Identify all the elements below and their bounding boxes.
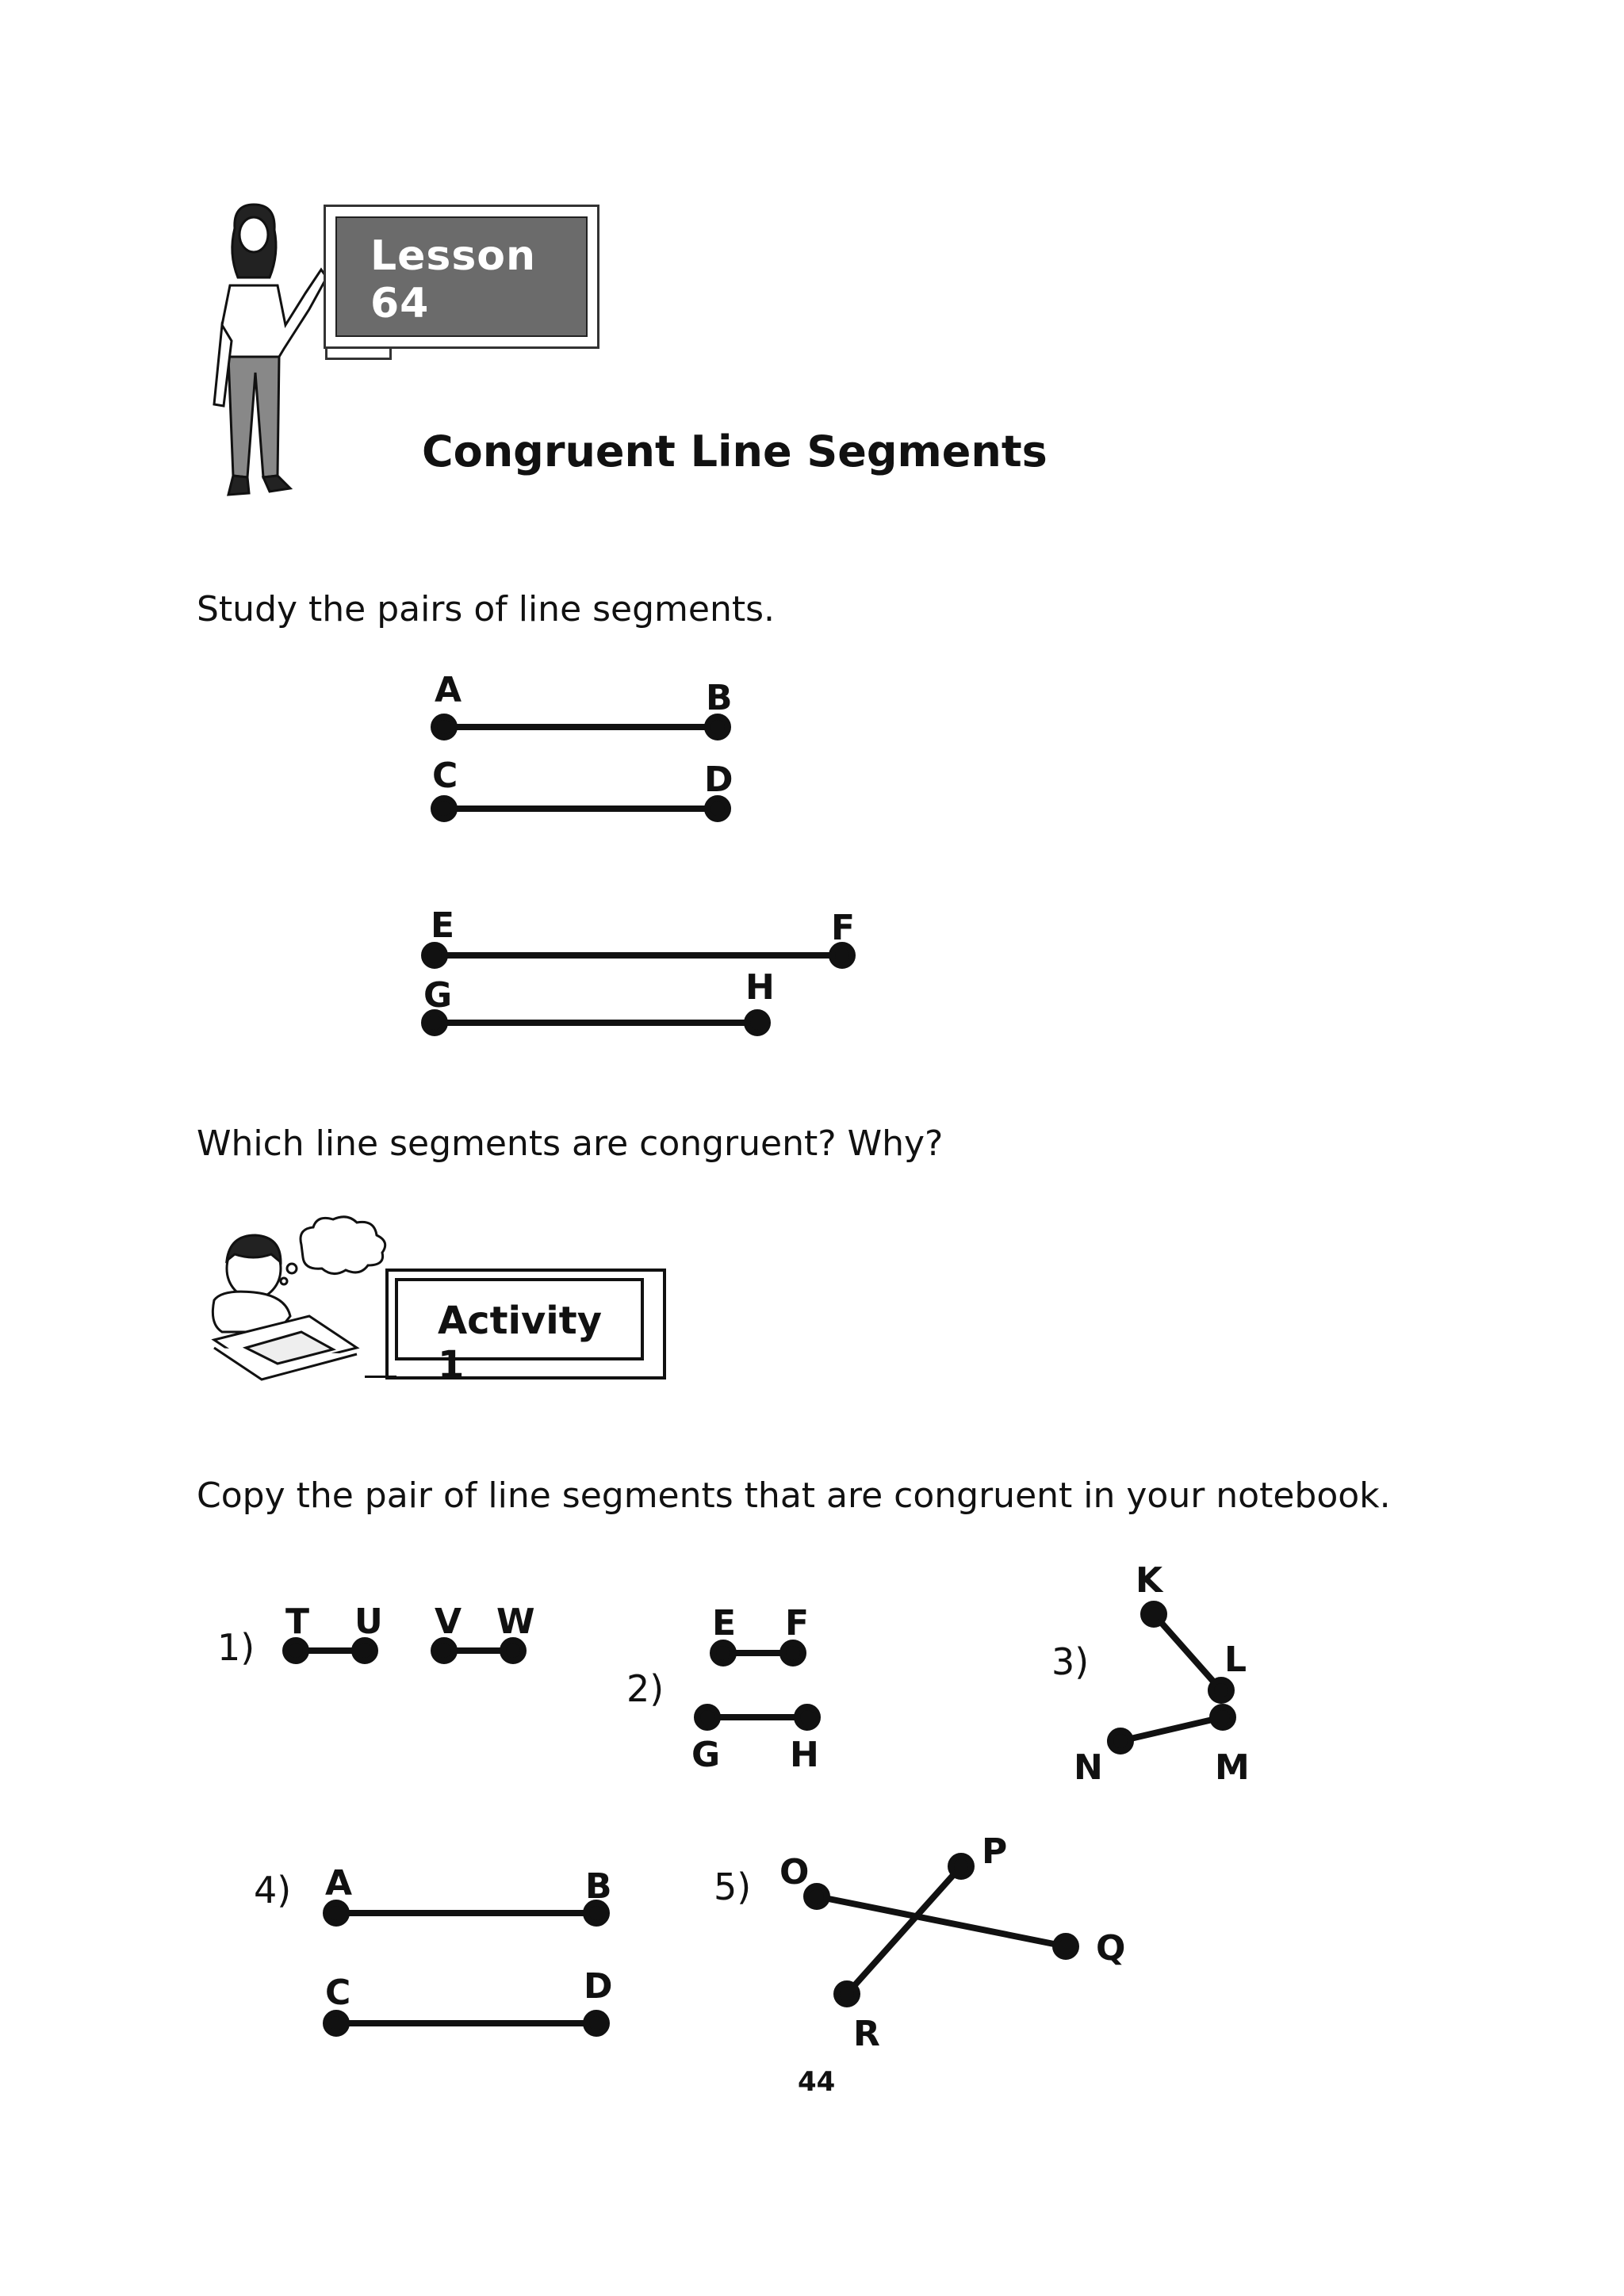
exercise-3-label-k: K (1136, 1560, 1163, 1601)
exercise-2-label-e: E (712, 1603, 737, 1644)
label-g: G (423, 975, 453, 1016)
page-number: 44 (798, 2066, 836, 2098)
exercise-1-label-v: V (435, 1601, 462, 1642)
exercise-4-segments (326, 1903, 607, 2034)
label-h: H (745, 967, 775, 1008)
exercise-1-number: 1) (217, 1626, 255, 1669)
intro-text: Study the pairs of line segments. (197, 589, 776, 629)
activity-instruction: Copy the pair of line segments that are congruent in your notebook. (197, 1475, 1391, 1516)
exercise-5-label-p: P (982, 1831, 1008, 1872)
exercise-1-segments (285, 1640, 523, 1661)
exercise-3-label-n: N (1074, 1747, 1103, 1788)
exercise-5-label-o: O (779, 1852, 810, 1892)
exercise-5-segments (806, 1856, 1076, 2004)
label-f: F (831, 908, 856, 948)
question-text: Which line segments are congruent? Why? (197, 1123, 944, 1164)
label-c: C (432, 756, 458, 796)
exercise-5-label-r: R (853, 2014, 880, 2054)
exercise-1-label-w: W (496, 1601, 535, 1642)
label-b: B (706, 678, 733, 718)
exercise-3-number: 3) (1051, 1640, 1090, 1683)
exercise-4-label-a: A (325, 1863, 353, 1904)
exercise-5-label-q: Q (1096, 1928, 1126, 1969)
exercise-5-number: 5) (714, 1866, 752, 1908)
lesson-title: Lesson 64 (370, 232, 537, 327)
exercise-2-segments (697, 1643, 818, 1728)
activity-title: Activity 1 (438, 1299, 602, 1387)
exercise-2-label-h: H (790, 1735, 819, 1775)
exercise-2-number: 2) (626, 1667, 665, 1710)
exercise-2-label-f: F (785, 1603, 810, 1644)
exercise-1-label-t: T (285, 1601, 310, 1642)
label-d: D (704, 760, 733, 800)
exercise-3-label-m: M (1215, 1747, 1250, 1788)
label-e: E (431, 905, 455, 946)
exercise-3-segments (1110, 1604, 1233, 1751)
exercise-2-label-g: G (691, 1735, 721, 1775)
exercise-3-label-l: L (1224, 1640, 1247, 1680)
exercise-4-label-b: B (585, 1866, 612, 1907)
exercise-1-label-u: U (354, 1601, 383, 1642)
label-a: A (435, 670, 462, 710)
exercise-4-number: 4) (254, 1869, 292, 1911)
page-heading: Congruent Line Segments (422, 427, 1048, 476)
exercise-4-label-c: C (325, 1973, 351, 2013)
exercise-4-label-d: D (584, 1966, 613, 2007)
